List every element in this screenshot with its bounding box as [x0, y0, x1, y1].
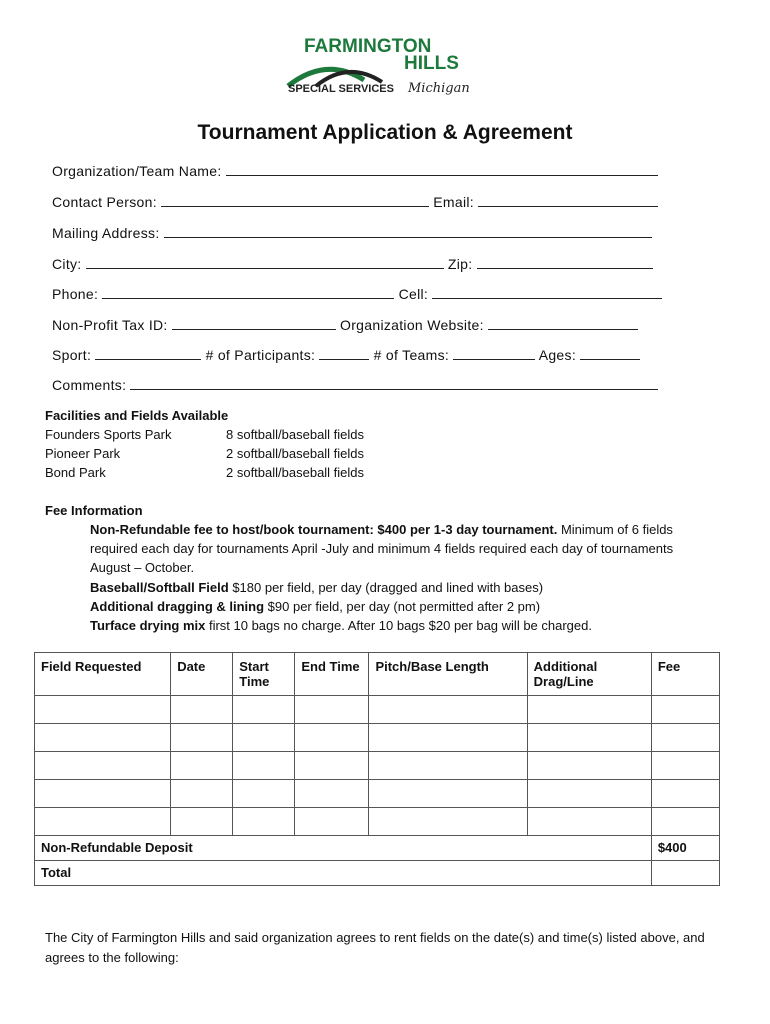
taxid-field[interactable]	[172, 317, 336, 330]
city-field[interactable]	[86, 256, 444, 269]
logo-script: Michigan	[408, 81, 470, 96]
agreement-text: The City of Farmington Hills and said organization agrees to rent fields on the date(s) and time(s) listed above, and agrees to the following:	[45, 930, 705, 965]
email-field[interactable]	[478, 194, 658, 207]
table-cell[interactable]	[527, 752, 651, 780]
table-cell[interactable]	[651, 752, 719, 780]
org-row	[52, 163, 658, 179]
table-header-row	[35, 653, 720, 696]
fee-p2-bold: Baseball/Softball Field	[90, 580, 229, 595]
table-cell[interactable]	[171, 780, 233, 808]
table-cell[interactable]	[35, 780, 171, 808]
org-label: Organization/Team Name:	[52, 163, 222, 179]
fee-paragraph-2	[90, 578, 710, 597]
logo-line3: SPECIAL SERVICES	[288, 83, 394, 95]
facility-fields-2: 2 softball/baseball fields	[226, 446, 365, 461]
teams-field[interactable]	[453, 347, 535, 360]
comments-row	[52, 377, 658, 393]
logo-line2: HILLS	[404, 53, 459, 74]
participants-label: # of Participants:	[205, 347, 316, 363]
table-cell[interactable]	[369, 780, 527, 808]
table-cell[interactable]	[171, 724, 233, 752]
col-additional-drag-line: Additional Drag/Line	[527, 653, 651, 696]
table-cell[interactable]	[369, 696, 527, 724]
table-cell[interactable]	[651, 808, 719, 836]
fee-heading: Fee Information	[45, 503, 143, 518]
col-start-time: Start Time	[233, 653, 295, 696]
fee-p2-rest: $180 per field, per day (dragged and lined with bases)	[228, 580, 544, 595]
facilities-heading: Facilities and Fields Available	[45, 408, 229, 423]
teams-label: # of Teams:	[373, 347, 450, 363]
contact-label: Contact Person:	[52, 194, 157, 210]
deposit-row	[35, 836, 720, 861]
mailing-row	[52, 225, 652, 241]
table-cell[interactable]	[233, 752, 295, 780]
fee-p3-bold: Additional dragging & lining	[90, 599, 265, 614]
city-row	[52, 256, 653, 272]
facility-park-2: Pioneer Park	[45, 446, 121, 461]
table-cell[interactable]	[233, 780, 295, 808]
fee-p4-bold: Turface drying mix	[90, 618, 206, 633]
table-cell[interactable]	[35, 752, 171, 780]
col-date: Date	[171, 653, 233, 696]
contact-field[interactable]	[161, 194, 429, 207]
table-cell[interactable]	[295, 724, 369, 752]
table-row	[35, 808, 720, 836]
mailing-field[interactable]	[164, 225, 652, 238]
sport-field[interactable]	[95, 347, 201, 360]
table-cell[interactable]	[651, 724, 719, 752]
facility-fields-1: 8 softball/baseball fields	[226, 427, 365, 442]
table-cell[interactable]	[369, 808, 527, 836]
table-cell[interactable]	[369, 752, 527, 780]
sport-row	[52, 347, 640, 363]
table-cell[interactable]	[651, 696, 719, 724]
table-cell[interactable]	[527, 724, 651, 752]
col-fee: Fee	[651, 653, 719, 696]
table-cell[interactable]	[295, 696, 369, 724]
zip-field[interactable]	[477, 256, 653, 269]
table-cell[interactable]	[233, 808, 295, 836]
col-pitch-base-length: Pitch/Base Length	[369, 653, 527, 696]
col-end-time: End Time	[295, 653, 369, 696]
table-cell[interactable]	[295, 808, 369, 836]
deposit-fee: $400	[651, 836, 719, 861]
col-field-requested: Field Requested	[35, 653, 171, 696]
farmington-hills-logo	[286, 36, 482, 98]
cell-label: Cell:	[398, 286, 429, 302]
page-title: Tournament Application & Agreement	[197, 121, 573, 144]
contact-row	[52, 194, 658, 210]
logo-line1: FARMINGTON	[304, 36, 432, 57]
taxid-label: Non-Profit Tax ID:	[52, 317, 168, 333]
table-row	[35, 724, 720, 752]
fee-paragraph-1	[90, 520, 710, 577]
total-fee[interactable]	[651, 861, 719, 886]
zip-label: Zip:	[447, 256, 473, 272]
email-label: Email:	[433, 194, 474, 210]
table-cell[interactable]	[35, 696, 171, 724]
ages-field[interactable]	[580, 347, 640, 360]
field-request-table	[34, 652, 720, 886]
deposit-label: Non-Refundable Deposit	[35, 836, 652, 861]
fee-p1-rest: Minimum of 6 fields required each day for tournaments April -July and minimum 4 fields required each day of tournaments August – October.	[90, 522, 674, 575]
table-cell[interactable]	[171, 696, 233, 724]
fee-p3-rest: $90 per field, per day (not permitted after 2 pm)	[264, 599, 541, 614]
table-row	[35, 752, 720, 780]
comments-label: Comments:	[52, 377, 127, 393]
table-row	[35, 696, 720, 724]
website-field[interactable]	[488, 317, 638, 330]
phone-field[interactable]	[102, 286, 394, 299]
table-cell[interactable]	[527, 808, 651, 836]
table-cell[interactable]	[171, 808, 233, 836]
comments-field[interactable]	[130, 377, 658, 390]
total-label: Total	[35, 861, 652, 886]
table-cell[interactable]	[233, 696, 295, 724]
fee-paragraph-3	[90, 597, 710, 616]
fee-paragraph-4	[90, 616, 710, 635]
phone-row	[52, 286, 662, 302]
total-row	[35, 861, 720, 886]
table-cell[interactable]	[527, 696, 651, 724]
fee-p4-rest: first 10 bags no charge. After 10 bags $20 per bag will be charged.	[205, 618, 592, 633]
city-label: City:	[52, 256, 82, 272]
participants-field[interactable]	[319, 347, 369, 360]
org-field[interactable]	[226, 163, 658, 176]
sport-label: Sport:	[52, 347, 92, 363]
table-cell[interactable]	[171, 752, 233, 780]
table-cell[interactable]	[35, 808, 171, 836]
taxid-row	[52, 317, 638, 333]
facility-park-1: Founders Sports Park	[45, 427, 172, 442]
table-cell[interactable]	[295, 780, 369, 808]
facility-fields-3: 2 softball/baseball fields	[226, 465, 365, 480]
ages-label: Ages:	[538, 347, 577, 363]
table-cell[interactable]	[369, 724, 527, 752]
table-cell[interactable]	[295, 752, 369, 780]
mailing-label: Mailing Address:	[52, 225, 160, 241]
table-cell[interactable]	[651, 780, 719, 808]
phone-label: Phone:	[52, 286, 99, 302]
website-label: Organization Website:	[340, 317, 484, 333]
cell-field[interactable]	[432, 286, 662, 299]
fee-p1-bold: Non-Refundable fee to host/book tournament: $400 per 1-3 day tournament.	[90, 522, 558, 537]
table-row	[35, 780, 720, 808]
table-cell[interactable]	[527, 780, 651, 808]
table-cell[interactable]	[233, 724, 295, 752]
facility-park-3: Bond Park	[45, 465, 106, 480]
table-cell[interactable]	[35, 724, 171, 752]
